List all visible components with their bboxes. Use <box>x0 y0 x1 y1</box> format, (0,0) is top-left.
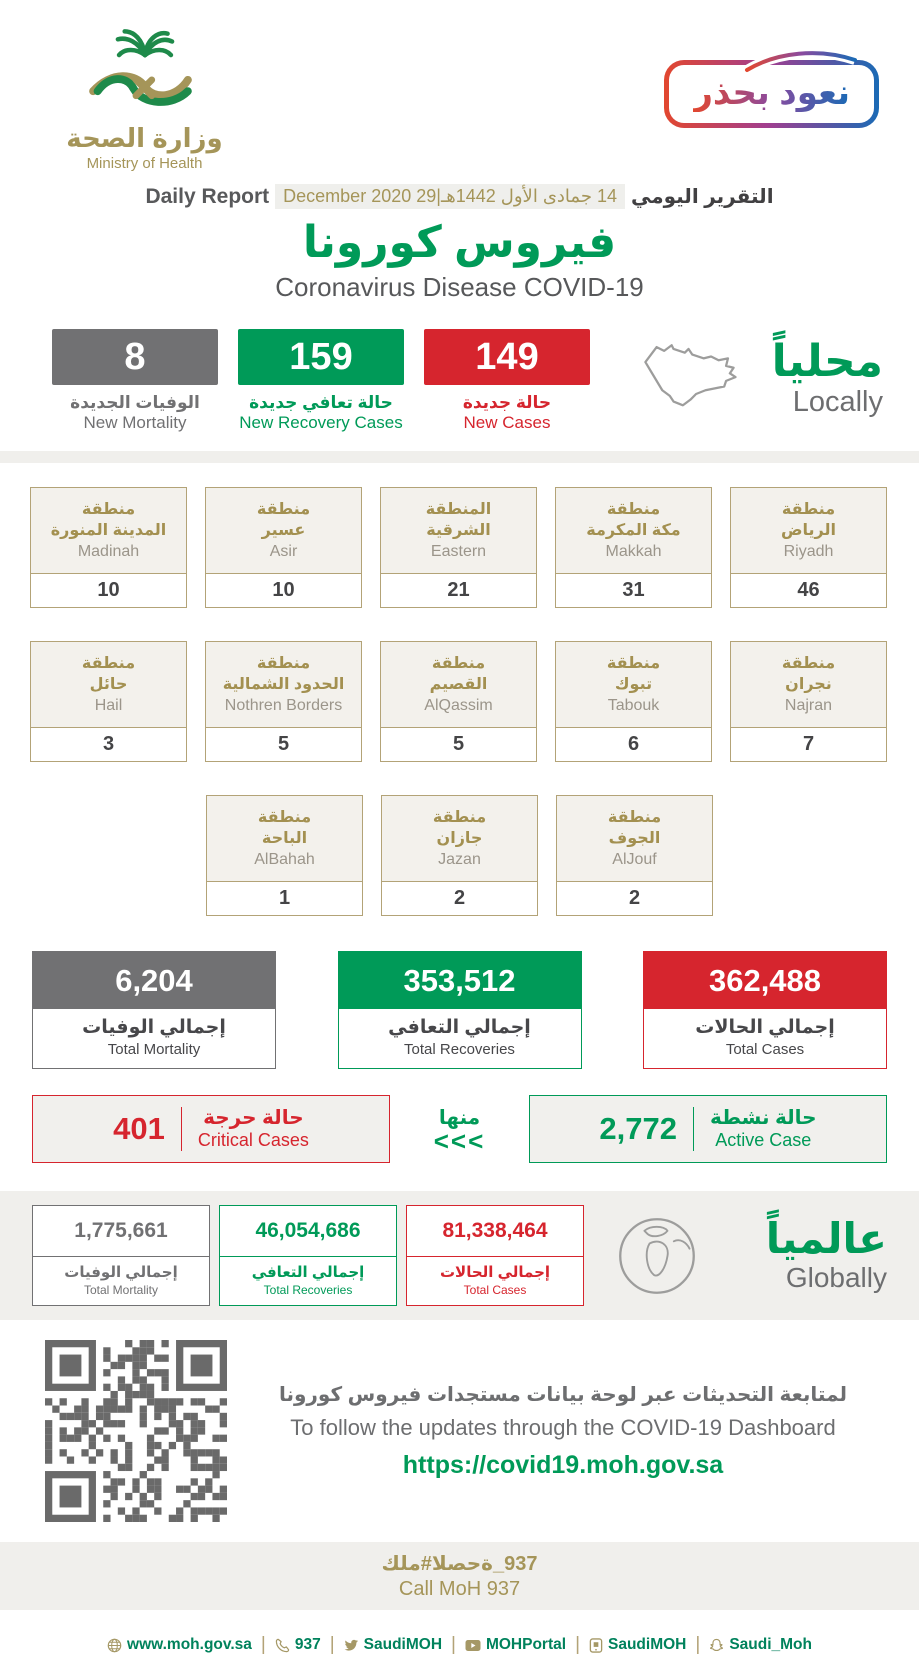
left-arrows-icon: <<< <box>433 1125 486 1156</box>
footer-separator: | <box>260 1634 266 1655</box>
global-recoveries-label-ar: إجمالي التعافي <box>251 1264 365 1281</box>
header <box>0 0 919 178</box>
region-card-eastern <box>380 487 537 608</box>
locally-heading-en: Locally <box>792 385 883 418</box>
region-name-arabic: المنطقة الشرقية <box>425 501 492 539</box>
total-cases-box <box>643 951 887 1069</box>
region-name-english: AlQassim <box>424 696 493 714</box>
global-recoveries-box <box>219 1205 397 1306</box>
global-mortality-value: 1,775,661 <box>33 1206 209 1257</box>
active-cases-value: 2,772 <box>599 1111 677 1146</box>
footer-separator: | <box>451 1634 456 1655</box>
footer-link-mobile-app-saudimoh[interactable] <box>589 1636 686 1654</box>
region-name-english: AlBahah <box>254 850 315 868</box>
region-name-arabic: منطقة الباحة <box>257 809 312 847</box>
section-divider-band <box>0 451 919 463</box>
region-name-arabic: منطقة الحدود الشمالية <box>222 655 345 693</box>
region-name-english: Eastern <box>430 542 487 560</box>
total-mortality-label-en: Total Mortality <box>107 1041 201 1058</box>
mobile-app-icon <box>589 1638 603 1653</box>
global-mortality-label-en: Total Mortality <box>83 1283 159 1297</box>
global-cases-value: 81,338,464 <box>407 1206 583 1257</box>
dashboard-line-en: To follow the updates through the COVID-19 Dashboard <box>290 1415 836 1440</box>
critical-cases-box <box>32 1095 390 1163</box>
footer-link-label: www.moh.gov.sa <box>127 1636 252 1653</box>
new-recovery-stat <box>238 329 404 433</box>
region-new-cases-value: 10 <box>97 579 120 601</box>
locally-heading-ar: محلياً <box>771 337 883 387</box>
page-title-english: Coronavirus Disease COVID-19 <box>275 272 644 302</box>
region-card-hail <box>30 641 187 762</box>
region-name-english: Makkah <box>605 542 662 560</box>
footer-links <box>0 1634 919 1656</box>
daily-report-label-ar: التقرير اليومي <box>630 186 774 208</box>
active-cases-label-en: Active Case <box>715 1130 812 1151</box>
page-title-arabic: فيروس كورونا <box>302 218 617 267</box>
global-mortality-box <box>32 1205 210 1306</box>
active-cases-label-ar: حالة نشطة <box>709 1107 817 1130</box>
global-mortality-label-ar: إجمالي الوفيات <box>64 1264 178 1281</box>
region-new-cases-value: 46 <box>797 579 820 601</box>
region-new-cases-value: 21 <box>447 579 470 601</box>
region-new-cases-value: 10 <box>272 579 295 601</box>
footer-separator: | <box>695 1634 701 1655</box>
footer-link-label: MOHPortal <box>485 1636 567 1653</box>
call-label-en: Call MoH 937 <box>398 1578 521 1600</box>
ministry-name-arabic: وزارة الصحة <box>66 123 223 153</box>
global-cases-box <box>406 1205 584 1306</box>
critical-cases-label-ar: حالة حرجة <box>203 1107 304 1130</box>
region-card-tabouk <box>555 641 712 762</box>
total-cases-label-en: Total Cases <box>725 1041 805 1058</box>
global-recoveries-value: 46,054,686 <box>220 1206 396 1257</box>
new-cases-label-en: New Cases <box>463 413 551 432</box>
globally-heading-block <box>766 1217 887 1293</box>
local-new-stats-row <box>0 303 919 433</box>
region-name-arabic: منطقة القصيم <box>429 655 488 693</box>
dashboard-url-link[interactable]: https://covid19.moh.gov.sa <box>402 1451 724 1479</box>
return-with-caution-badge <box>664 60 879 128</box>
total-recoveries-box <box>338 951 582 1069</box>
footer-link-youtube-mohportal[interactable] <box>465 1636 566 1654</box>
region-name-arabic: منطقة مكة المكرمة <box>586 501 681 539</box>
footer-link-label: SaudiMOH <box>363 1636 443 1653</box>
global-stats-section <box>0 1191 919 1320</box>
total-cases-value: 362,488 <box>644 952 886 1009</box>
region-name-arabic: منطقة الجوف <box>607 809 662 847</box>
saudi-map-outline-icon <box>636 331 758 427</box>
region-name-english: Riyadh <box>783 542 834 560</box>
new-cases-value: 149 <box>424 329 590 385</box>
call-moh-band <box>0 1542 919 1610</box>
global-cases-label-ar: إجمالي الحالات <box>439 1264 551 1281</box>
region-card-makkah <box>555 487 712 608</box>
moh-logo <box>52 28 237 172</box>
regions-row-1 <box>30 487 889 608</box>
call-hashtag-ar: كلم#الصحة_937 <box>381 1553 538 1575</box>
region-name-english: Hail <box>94 696 123 714</box>
region-card-asir <box>205 487 362 608</box>
report-meta-line <box>0 184 919 209</box>
youtube-icon <box>465 1639 481 1652</box>
regions-grid <box>0 463 919 916</box>
new-mortality-value: 8 <box>52 329 218 385</box>
region-name-english: Asir <box>269 542 298 560</box>
of-which-indicator <box>390 1105 529 1156</box>
region-new-cases-value: 5 <box>277 733 290 755</box>
phone-icon <box>275 1638 290 1653</box>
region-card-aljouf <box>556 795 713 916</box>
footer-link-phone-937[interactable] <box>275 1636 321 1654</box>
report-date: 14 جمادى الأول 1442هـ|29 December 2020 <box>275 184 625 209</box>
critical-divider <box>181 1107 182 1151</box>
locally-heading-block <box>610 329 883 427</box>
badge-slogan: نعود بحذر <box>693 74 850 112</box>
global-cases-label-en: Total Cases <box>463 1283 527 1297</box>
new-mortality-stat <box>52 329 218 433</box>
region-name-arabic: منطقة عسير <box>256 501 311 539</box>
region-name-english: Najran <box>784 696 833 714</box>
of-which-label-ar: منها <box>438 1106 481 1129</box>
region-card-riyadh <box>730 487 887 608</box>
footer-separator: | <box>329 1634 335 1655</box>
ministry-name-english: Ministry of Health <box>86 155 203 172</box>
region-new-cases-value: 31 <box>622 579 645 601</box>
footer-link-label: 937 <box>294 1636 321 1653</box>
regions-row-2 <box>30 641 889 762</box>
critical-cases-value: 401 <box>113 1111 165 1146</box>
region-new-cases-value: 6 <box>627 733 640 755</box>
moh-logo-icon <box>75 28 215 116</box>
daily-report-label-en: Daily Report <box>145 184 270 208</box>
total-recoveries-label-en: Total Recoveries <box>404 1041 515 1058</box>
dashboard-section <box>0 1320 919 1534</box>
region-card-jazan <box>381 795 538 916</box>
footer-link-label: Saudi_Moh <box>729 1636 812 1653</box>
globally-heading-ar: عالمياً <box>765 1215 887 1263</box>
globe-icon <box>615 1214 699 1298</box>
region-new-cases-value: 2 <box>453 887 466 909</box>
local-totals-row <box>0 949 919 1069</box>
region-new-cases-value: 1 <box>278 887 291 909</box>
dashboard-line-ar: لمتابعة التحديثات عبر لوحة بيانات مستجدات فيروس كورونا <box>278 1384 848 1406</box>
region-name-english: Madinah <box>77 542 140 560</box>
region-name-arabic: منطقة جازان <box>432 809 487 847</box>
footer-link-snapchat-saudi-moh[interactable] <box>709 1636 812 1654</box>
new-recovery-label-en: New Recovery Cases <box>239 413 403 432</box>
region-card-nothren-borders <box>205 641 362 762</box>
region-new-cases-value: 7 <box>802 733 815 755</box>
footer-separator: | <box>575 1634 580 1655</box>
region-name-arabic: منطقة المدينة المنورة <box>50 501 167 539</box>
twitter-icon <box>344 1638 359 1653</box>
new-recovery-label-ar: حالة تعافي جديدة <box>249 393 393 412</box>
region-name-english: AlJouf <box>612 850 657 868</box>
region-card-najran <box>730 641 887 762</box>
new-cases-label-ar: حالة جديدة <box>462 393 552 412</box>
critical-active-row <box>0 1069 919 1163</box>
region-name-english: Nothren Borders <box>224 696 343 714</box>
region-name-english: Jazan <box>438 850 481 868</box>
region-new-cases-value: 3 <box>102 733 115 755</box>
footer-link-twitter-saudimoh[interactable] <box>344 1636 442 1654</box>
global-recoveries-label-en: Total Recoveries <box>263 1283 353 1297</box>
new-cases-stat <box>424 329 590 433</box>
total-mortality-value: 6,204 <box>33 952 275 1009</box>
regions-row-3 <box>30 795 889 916</box>
region-card-alqassim <box>380 641 537 762</box>
critical-cases-label-en: Critical Cases <box>197 1130 309 1151</box>
globe-icon <box>107 1638 122 1653</box>
region-card-madinah <box>30 487 187 608</box>
active-divider <box>693 1107 694 1151</box>
region-name-arabic: منطقة الرياض <box>781 501 836 539</box>
total-recoveries-label-ar: إجمالي التعافي <box>388 1017 531 1038</box>
region-name-arabic: منطقة تبوك <box>606 655 661 693</box>
badge-swoosh-icon <box>741 48 861 74</box>
new-mortality-label-en: New Mortality <box>83 413 187 432</box>
region-new-cases-value: 5 <box>452 733 465 755</box>
total-mortality-label-ar: إجمالي الوفيات <box>82 1017 226 1038</box>
active-cases-box <box>529 1095 887 1163</box>
qr-code[interactable] <box>45 1340 227 1522</box>
region-new-cases-value: 2 <box>628 887 641 909</box>
region-card-albahah <box>206 795 363 916</box>
footer-link-globe-www-moh-gov-sa[interactable] <box>107 1636 252 1654</box>
region-name-arabic: منطقة نجران <box>781 655 836 693</box>
globally-heading-en: Globally <box>785 1261 887 1293</box>
new-mortality-label-ar: الوفيات الجديدة <box>70 393 200 412</box>
region-name-english: Tabouk <box>607 696 660 714</box>
snapchat-icon <box>709 1638 724 1653</box>
total-recoveries-value: 353,512 <box>339 952 581 1009</box>
footer-link-label: SaudiMOH <box>608 1636 687 1653</box>
total-cases-label-ar: إجمالي الحالات <box>695 1017 835 1038</box>
total-mortality-box <box>32 951 276 1069</box>
region-name-arabic: منطقة حائل <box>81 655 136 693</box>
new-recovery-value: 159 <box>238 329 404 385</box>
